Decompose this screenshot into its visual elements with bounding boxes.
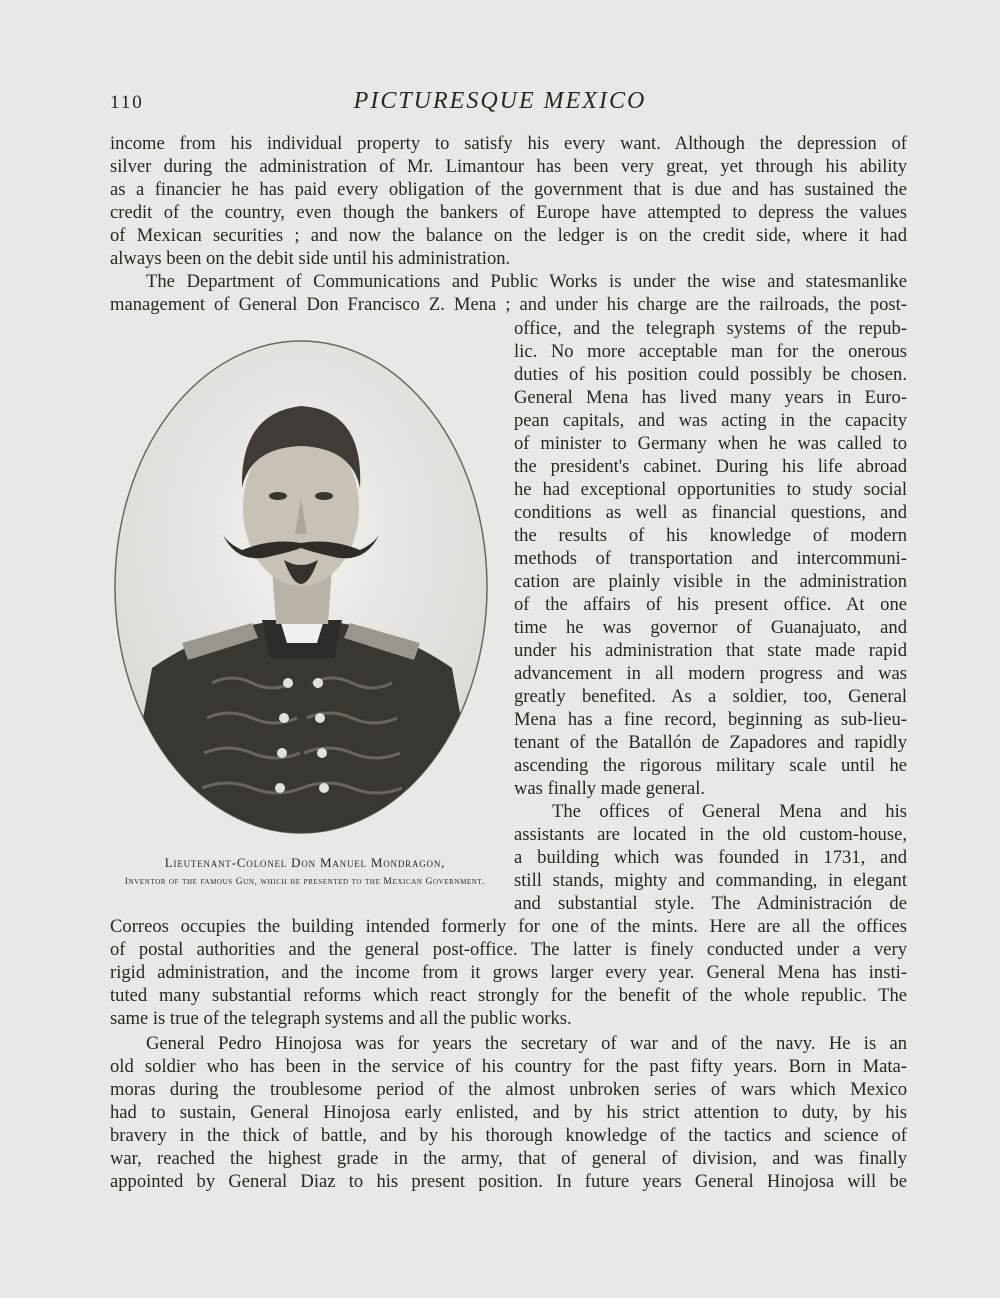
text-line: tuted many substantial reforms which react strongly for the benefit of the whole republic. The: [110, 985, 907, 1006]
text-line: General Pedro Hinojosa was for years the secretary of war and of the navy. He is an: [146, 1033, 907, 1054]
text-line: assistants are located in the old custom-house,: [514, 824, 907, 845]
text-line: moras during the troublesome period of the almost unbroken series of wars which Mexico: [110, 1079, 907, 1100]
text-line: old soldier who has been in the service of his country for the past fifty years. Born in Mata-: [110, 1056, 907, 1077]
text-line: of the affairs of his present office. At one: [514, 594, 907, 615]
text-line: ascending the rigorous military scale until he: [514, 755, 907, 776]
text-line: was finally made general.: [514, 778, 706, 799]
text-line: had to sustain, General Hinojosa early enlisted, and by his strict attention to duty, by his: [110, 1102, 907, 1123]
text-line: tenant of the Batallón de Zapadores and rapidly: [514, 732, 907, 753]
text-line: Correos occupies the building intended formerly for one of the mints. Here are all the offices: [110, 916, 907, 937]
text-line: he had exceptional opportunities to study social: [514, 479, 907, 500]
text-line: of minister to Germany when he was called to: [514, 433, 907, 454]
text-line: advancement in all modern progress and was: [514, 663, 907, 684]
running-title: PICTURESQUE MEXICO: [353, 88, 647, 114]
text-line: the results of his knowledge of modern: [514, 525, 907, 546]
text-line: of postal authorities and the general post-office. The latter is finely conducted under a very: [110, 939, 907, 960]
text-line: the president's cabinet. During his life abroad: [514, 456, 907, 477]
text-line: conditions as well as financial questions, and: [514, 502, 907, 523]
text-line: office, and the telegraph systems of the repub-: [514, 318, 907, 339]
text-line: Mena has a fine record, beginning as sub-lieu-: [514, 709, 907, 730]
text-line: of Mexican securities ; and now the balance on the ledger is on the credit side, where it had: [110, 225, 907, 246]
text-line: pean capitals, and was acting in the capacity: [514, 410, 907, 431]
text-line: same is true of the telegraph systems and all the public works.: [110, 1008, 572, 1029]
text-line: bravery in the thick of battle, and by his thorough knowledge of the tactics and science of: [110, 1125, 907, 1146]
text-line: still stands, mighty and commanding, in elegant: [514, 870, 907, 891]
text-line: silver during the administration of Mr. Limantour has been very great, yet through his ability: [110, 156, 907, 177]
text-line: war, reached the highest grade in the army, that of general of division, and was finally: [110, 1148, 907, 1169]
text-line: The offices of General Mena and his: [552, 801, 907, 822]
text-line: management of General Don Francisco Z. Mena ; and under his charge are the railroads, the post-: [110, 294, 907, 315]
text-line: The Department of Communications and Public Works is under the wise and statesmanlike: [146, 271, 907, 292]
text-line: credit of the country, even though the bankers of Europe have attempted to depress the values: [110, 202, 907, 223]
text-line: rigid administration, and the income from it grows larger every year. General Mena has insti-: [110, 962, 907, 983]
text-line: always been on the debit side until his administration.: [110, 248, 511, 269]
text-line: General Mena has lived many years in Euro-: [514, 387, 907, 408]
text-line: cation are plainly visible in the administration: [514, 571, 907, 592]
text-line: and substantial style. The Administración de: [514, 893, 907, 914]
text-line: lic. No more acceptable man for the onerous: [514, 341, 907, 362]
text-line: income from his individual property to satisfy his every want. Although the depression of: [110, 133, 907, 154]
text-line: greatly benefited. As a soldier, too, General: [514, 686, 907, 707]
text-line: time he was governor of Guanajuato, and: [514, 617, 907, 638]
text-line: duties of his position could possibly be chosen.: [514, 364, 907, 385]
portrait-photo: [112, 338, 490, 836]
text-line: under his administration that state made rapid: [514, 640, 907, 661]
caption-subtitle: Inventor of the famous Gun, which he presented to the Mexican Government.: [124, 877, 486, 887]
page-number: 110: [110, 92, 144, 113]
text-line: appointed by General Diaz to his present position. In future years General Hinojosa will be: [110, 1171, 907, 1192]
text-line: as a financier he has paid every obligation of the government that is due and has sustained the: [110, 179, 907, 200]
text-line: methods of transportation and intercommuni-: [514, 548, 907, 569]
caption-title: Lieutenant-Colonel Don Manuel Mondragon,: [164, 855, 446, 870]
text-line: a building which was founded in 1731, and: [514, 847, 907, 868]
